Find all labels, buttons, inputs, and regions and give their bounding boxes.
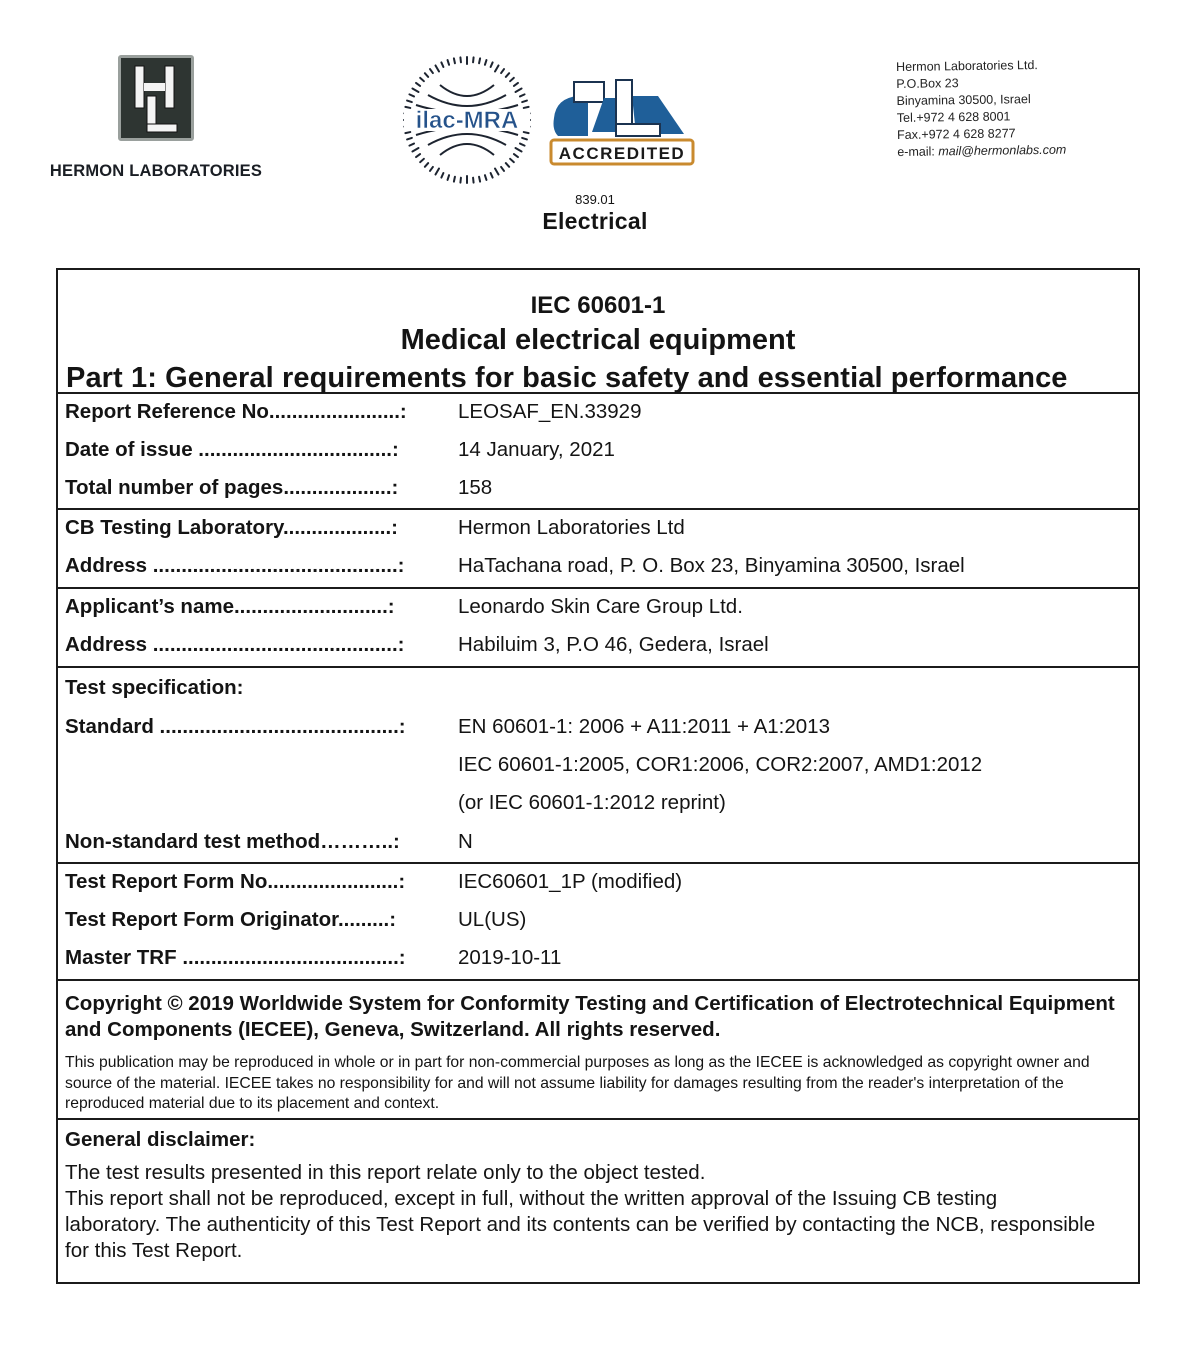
date-of-issue-value: 14 January, 2021 [458, 438, 615, 461]
ilac-seal-tick [495, 65, 499, 71]
standard-row-3 [58, 785, 1138, 823]
standard-row [58, 709, 1138, 747]
ilac-seal-tick [416, 83, 420, 86]
master-trf-label: Master TRF ......................................: [65, 946, 406, 969]
lab-contact-block [896, 57, 1066, 161]
ilac-seal-tick [454, 58, 455, 63]
ilac-mra-logo [400, 55, 534, 185]
ilac-seal-tick [448, 60, 450, 65]
ilac-seal-tick [485, 175, 487, 180]
test-spec-heading: Test specification: [65, 676, 244, 699]
contact-fax: Fax.+972 4 628 8277 [896, 126, 1016, 142]
disclaimer-body [65, 1160, 1098, 1264]
report-info-section [58, 394, 1138, 510]
date-of-issue-label: Date of issue ..................................: [65, 438, 399, 461]
disclaimer-line-2: This report shall not be reproduced, except in full, without the written approval of the Issuing CB testing laboratory. The authenticity of this Test Report and its contents can be verified by contacting the NCB, responsible for this Test Report. [65, 1187, 1096, 1262]
applicant-name-label: Applicant’s name...........................: [65, 595, 395, 618]
trf-originator-label: Test Report Form Originator.........: [65, 908, 397, 931]
trf-number-row [58, 864, 1138, 902]
ilac-seal-tick [506, 73, 509, 77]
contact-tel: Tel.+972 4 628 8001 [896, 109, 1011, 125]
ilac-seal-tick [412, 148, 418, 152]
ilac-seal-tick [420, 78, 424, 81]
a2la-accredited-logo [548, 76, 698, 168]
ilac-seal-tick [510, 78, 514, 81]
master-trf-row [58, 940, 1138, 978]
total-pages-row [58, 470, 1138, 508]
ilac-seal-tick [420, 159, 424, 162]
lab-address-row [58, 548, 1138, 586]
ilac-seal-tick [522, 138, 527, 140]
ilac-seal-tick [412, 89, 418, 93]
nonstandard-method-label: Non-standard test method………..: [65, 830, 400, 853]
title-block [58, 270, 1138, 394]
ilac-text: ilac-MRA [415, 107, 519, 134]
total-pages-value: 158 [458, 476, 493, 499]
applicant-section [58, 589, 1138, 668]
trf-number-value: IEC60601_1P (modified) [458, 870, 683, 893]
contact-po-box: P.O.Box 23 [896, 76, 959, 91]
master-trf-value: 2019-10-11 [458, 946, 562, 969]
ilac-seal-tick [460, 178, 461, 183]
ilac-seal-tick [524, 107, 529, 108]
report-reference-label: Report Reference No.......................: [65, 400, 407, 423]
standard-title: IEC 60601-1 [530, 292, 666, 319]
lab-logo-name: HERMON LABORATORIES [49, 162, 263, 180]
ilac-seal-tick [495, 168, 499, 174]
ilac-seal-tick [430, 167, 433, 171]
standard-row-2 [58, 747, 1138, 785]
accreditation-number: 839.01 [575, 192, 615, 207]
disclaimer-section [58, 1120, 1138, 1282]
lab-address-label: Address ...........................................: [65, 554, 405, 577]
applicant-address-value: Habiluim 3, P.O 46, Gedera, Israel [458, 633, 769, 656]
ilac-seal-tick [501, 69, 504, 73]
ilac-seal-tick [485, 60, 487, 65]
standard-value-1: EN 60601-1: 2006 + A11:2011 + A1:2013 [458, 715, 830, 738]
report-reference-row [58, 394, 1138, 432]
ilac-seal-tick [515, 89, 521, 93]
laboratory-section [58, 510, 1138, 589]
disclaimer-line-1: The test results presented in this report relate only to the object tested. [65, 1161, 706, 1184]
applicant-name-value: Leonardo Skin Care Group Ltd. [458, 595, 743, 618]
ilac-seal-tick [491, 173, 493, 178]
ilac-seal-tick [515, 148, 521, 152]
lab-address-value: HaTachana road, P. O. Box 23, Binyamina 30500, Israel [458, 554, 965, 577]
ilac-seal-tick [491, 62, 493, 67]
ilac-seal-tick [460, 57, 461, 62]
cb-lab-row [58, 510, 1138, 548]
ilac-seal-tick [430, 69, 433, 73]
trf-originator-row [58, 902, 1138, 940]
ilac-seal-tick [501, 167, 504, 171]
report-reference-value: LEOSAF_EN.33929 [458, 400, 642, 423]
test-spec-heading-row [58, 670, 1138, 708]
cb-lab-value: Hermon Laboratories Ltd [458, 516, 685, 539]
ilac-seal-tick [520, 144, 525, 146]
ilac-seal-tick [510, 159, 514, 162]
copyright-section [58, 981, 1138, 1120]
copyright-heading: Copyright © 2019 Worldwide System for Conformity Testing and Certification of Electrotechnical Equipment and Components (IECEE), Geneva, Switzerland. All rights reserved. [65, 992, 1115, 1041]
contact-company: Hermon Laboratories Ltd. [896, 58, 1038, 74]
ilac-seal-tick [436, 168, 440, 174]
hl-monogram-icon [118, 55, 194, 141]
ilac-seal-tick [479, 177, 480, 182]
trf-number-label: Test Report Form No.......................: [65, 870, 406, 893]
ilac-seal-tick [514, 154, 518, 157]
accreditation-field: Electrical [542, 208, 648, 234]
hermon-laboratories-logo [46, 55, 266, 181]
nonstandard-method-row [58, 824, 1138, 862]
ilac-seal-tick [473, 57, 474, 62]
ilac-seal-tick [409, 144, 414, 146]
ilac-seal-tick [454, 177, 455, 182]
test-report-cover [56, 268, 1140, 1284]
applicant-address-label: Address ...........................................: [65, 633, 405, 656]
ilac-seal-tick [524, 132, 529, 133]
ilac-seal-tick [409, 94, 414, 96]
ilac-seal-tick [436, 65, 440, 71]
contact-email-line [897, 142, 1066, 161]
ilac-seal-tick [425, 163, 428, 167]
accredited-badge-text: ACCREDITED [558, 144, 686, 163]
copyright-body: This publication may be reproduced in whole or in part for non-commercial purposes as long as the IECEE is acknowledged as copyright owner and source of the material. IECEE takes no responsibility for and will not assume liability for damages resulting from the reader's interpretation of the reproduced material due to its placement and context. [65, 1054, 1090, 1112]
disclaimer-heading: General disclaimer: [65, 1128, 256, 1151]
ilac-seal-tick [425, 73, 428, 77]
contact-email-label: e-mail: [897, 144, 939, 159]
trf-section [58, 864, 1138, 981]
ilac-seal-tick [479, 58, 480, 63]
ilac-seal-tick [407, 138, 412, 140]
ilac-seal-tick [441, 173, 443, 178]
nonstandard-method-value: N [458, 830, 473, 853]
cb-lab-label: CB Testing Laboratory...................: [65, 516, 398, 539]
standard-value-2: IEC 60601-1:2005, COR1:2006, COR2:2007, AMD1:2012 [458, 753, 983, 776]
applicant-address-row [58, 627, 1138, 665]
test-spec-section [58, 668, 1138, 864]
ilac-seal-tick [522, 101, 527, 103]
ilac-seal-tick [473, 178, 474, 183]
ilac-seal-tick [407, 101, 412, 103]
total-pages-label: Total number of pages...................: [65, 476, 399, 499]
applicant-name-row [58, 589, 1138, 627]
ilac-seal-tick [520, 94, 525, 96]
ilac-seal-tick [405, 132, 410, 133]
part-title: Part 1: General requirements for basic safety and essential performance [66, 362, 1068, 394]
subject-title: Medical electrical equipment [400, 324, 796, 356]
ilac-seal-tick [416, 154, 420, 157]
date-of-issue-row [58, 432, 1138, 470]
standard-label: Standard ..........................................: [65, 715, 406, 738]
ilac-seal-tick [506, 163, 509, 167]
contact-email-link[interactable]: mail@hermonlabs.com [938, 142, 1067, 159]
ilac-seal-tick [441, 62, 443, 67]
contact-city: Binyamina 30500, Israel [896, 92, 1031, 108]
ilac-seal-tick [514, 83, 518, 86]
trf-originator-value: UL(US) [458, 908, 527, 931]
ilac-seal-tick [405, 107, 410, 108]
standard-value-3: (or IEC 60601-1:2012 reprint) [458, 791, 726, 814]
ilac-seal-tick [448, 175, 450, 180]
